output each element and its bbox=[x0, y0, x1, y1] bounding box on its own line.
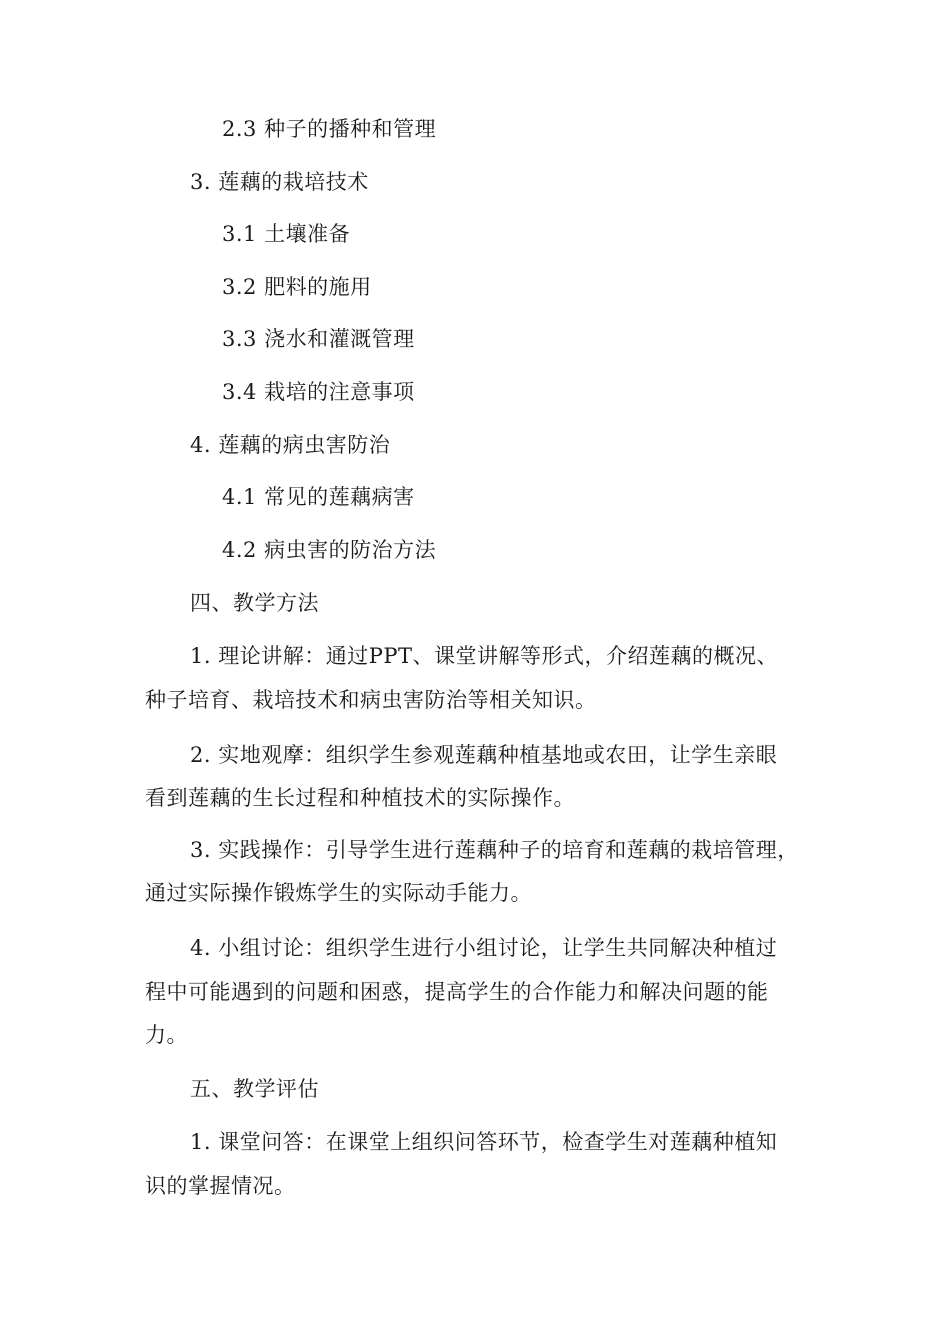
method-4-line-2: 程中可能遇到的问题和困惑，提高学生的合作能力和解决问题的能 bbox=[145, 980, 769, 1004]
method-3-line-2: 通过实际操作锻炼学生的实际动手能力。 bbox=[145, 881, 532, 905]
section-4-heading: 4. 莲藕的病虫害防治 bbox=[190, 433, 391, 457]
method-2-line-1: 2. 实地观摩：组织学生参观莲藕种植基地或农田，让学生亲眼 bbox=[190, 743, 778, 767]
heading-teaching-methods: 四、教学方法 bbox=[190, 591, 319, 615]
heading-teaching-evaluation: 五、教学评估 bbox=[190, 1077, 319, 1101]
method-2-line-2: 看到莲藕的生长过程和种植技术的实际操作。 bbox=[145, 786, 575, 810]
method-4-line-1: 4. 小组讨论：组织学生进行小组讨论，让学生共同解决种植过 bbox=[190, 936, 778, 960]
subsection-3-1: 3.1 土壤准备 bbox=[222, 222, 351, 246]
section-3-heading: 3. 莲藕的栽培技术 bbox=[190, 170, 369, 194]
method-4-line-3: 力。 bbox=[145, 1023, 188, 1047]
evaluation-1-line-1: 1. 课堂问答：在课堂上组织问答环节，检查学生对莲藕种植知 bbox=[190, 1130, 778, 1154]
evaluation-1-line-2: 识的掌握情况。 bbox=[145, 1174, 296, 1198]
subsection-3-3: 3.3 浇水和灌溉管理 bbox=[222, 327, 415, 351]
method-1-line-1: 1. 理论讲解：通过PPT、课堂讲解等形式，介绍莲藕的概况、 bbox=[190, 644, 778, 668]
subsection-2-3: 2.3 种子的播种和管理 bbox=[222, 117, 437, 141]
subsection-3-4: 3.4 栽培的注意事项 bbox=[222, 380, 415, 404]
method-1-line-2: 种子培育、栽培技术和病虫害防治等相关知识。 bbox=[145, 688, 597, 712]
subsection-4-2: 4.2 病虫害的防治方法 bbox=[222, 538, 437, 562]
subsection-4-1: 4.1 常见的莲藕病害 bbox=[222, 485, 415, 509]
method-3-line-1: 3. 实践操作：引导学生进行莲藕种子的培育和莲藕的栽培管理， bbox=[190, 838, 799, 862]
subsection-3-2: 3.2 肥料的施用 bbox=[222, 275, 372, 299]
